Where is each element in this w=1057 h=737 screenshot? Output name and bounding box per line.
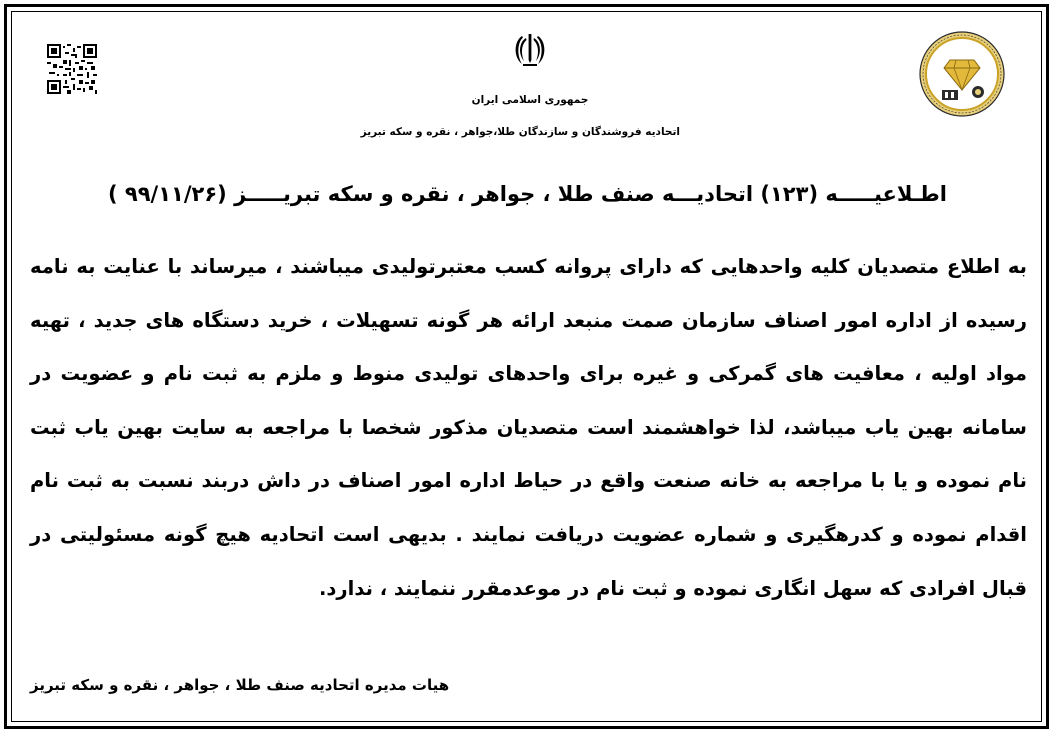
country-name: جمهوری اسلامی ایران: [471, 94, 589, 106]
union-seal-logo: [918, 30, 1006, 118]
signature: هیات مدیره اتحادیه صنف طلا ، جواهر ، نقره و سکه تبریز: [30, 676, 450, 694]
qr-code: [47, 44, 97, 94]
announcement-title: اطـلاعیـــــه (۱۲۳) اتحادیـــه صنف طلا ، جواهر ، نقره و سکه تبریـــــز (۹۹/۱۱/۲۶ ): [108, 182, 947, 206]
iran-emblem-icon: [510, 30, 550, 70]
announcement-body: به اطلاع متصدیان کلیه واحدهایی که دارای پروانه کسب معتبرتولیدی میباشند ، میرساند با عنایت به نامه رسیده از اداره امور اصناف سازمان صمت منبعد ارائه هر گونه تسهیلات ، خرید دستگاه های جدید ، تهیه مواد اولیه ، معافیت های گمرکی و غیره برای واحدهای تولیدی منوط و ملزم به ثبت نام و عضویت در سامانه بهین یاب میباشد، لذا خواهشمند است متصدیان مذکور شخصا با مراجعه به سایت بهین یاب ثبت نام نموده و یا با مراجعه به خانه صنعت واقع در حیاط اداره امور اصناف در داش دربند نسبت به ثبت نام اقدام نموده و کدرهگیری و شماره عضویت دریافت نمایند . بدیهی است اتحادیه هیچ گونه مسئولیتی در قبال افرادی که سهل انگاری نموده و ثبت نام در موعدمقرر ننمایند ، ندارد.: [30, 255, 1027, 600]
union-name: اتحادیه فروشندگان و سازندگان طلا،جواهر ، نقره و سکه تبریز: [360, 126, 680, 138]
